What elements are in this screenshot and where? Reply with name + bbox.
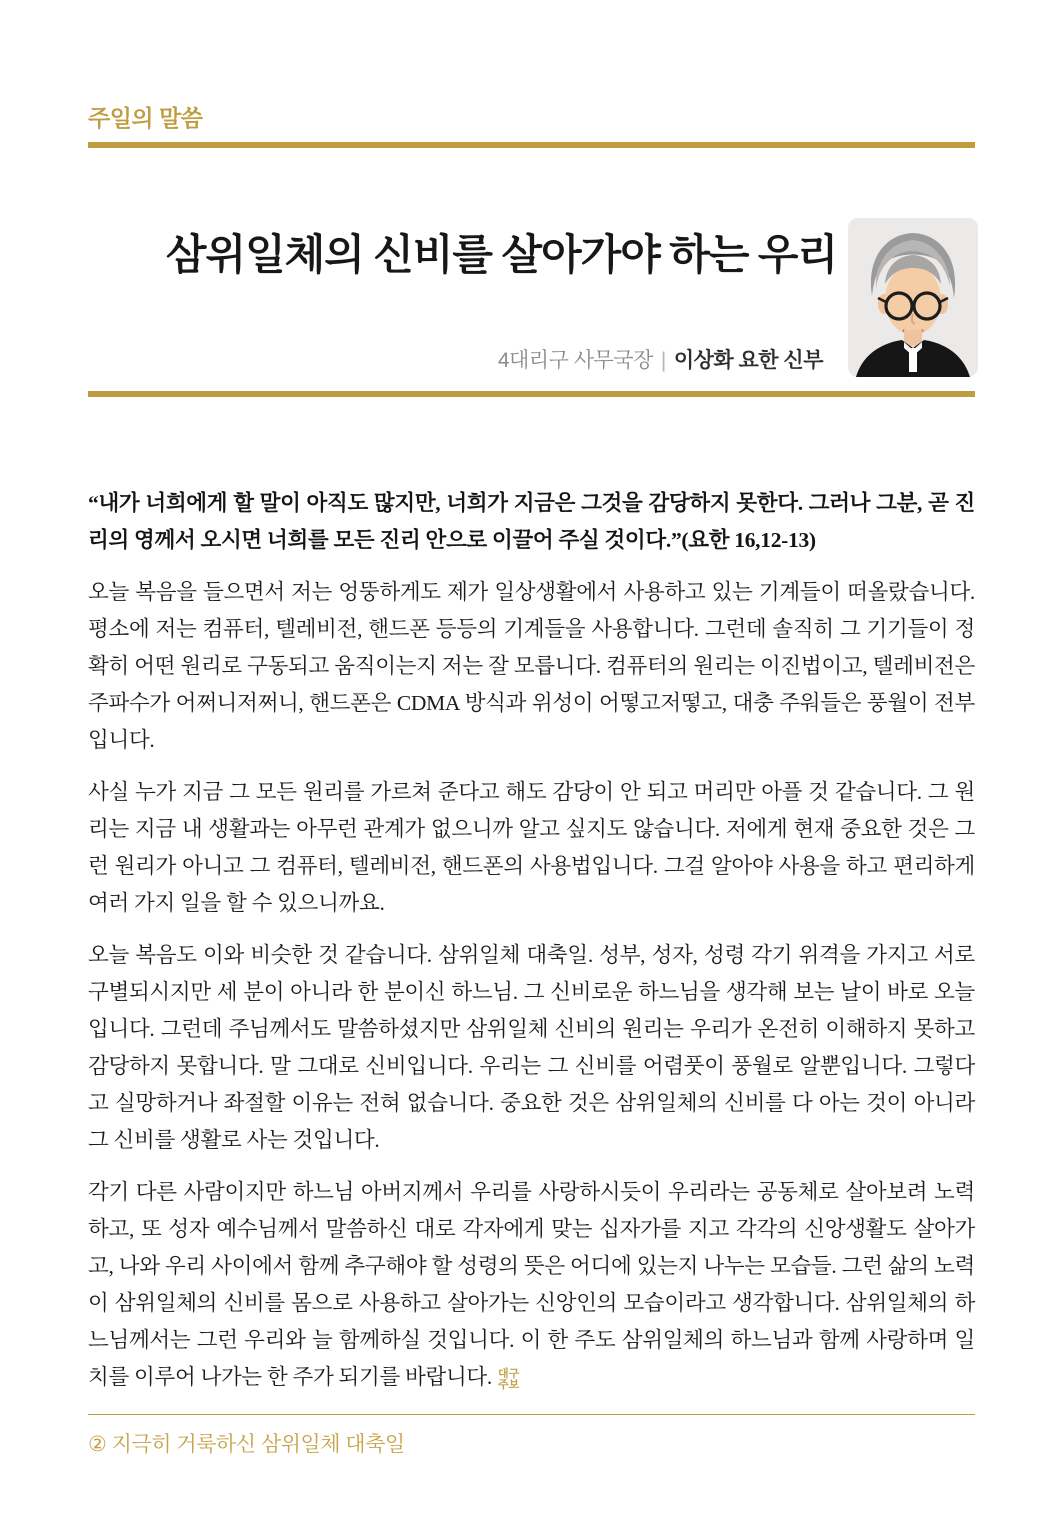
gold-rule-top — [88, 142, 975, 148]
article-header — [88, 0, 975, 397]
end-seal-line2: 주보 — [497, 1379, 520, 1391]
author-photo — [848, 218, 978, 377]
body-paragraph: 오늘 복음도 이와 비슷한 것 같습니다. 삼위일체 대축일. 성부, 성자, 성령 각기 위격을 가지고 서로 구별되시지만 세 분이 아니라 한 분이신 하느님. 그 신비로운 하느님을 생각해 보는 날이 바로 오늘입니다. 그런데 주님께서도 말씀하셨지만 삼위일체 신비의 원리는 우리가 온전히 이해하지 못하고 감당하지 못합니다. 말 그대로 신비입니다. 우리는 그 신비를 어렴풋이 풍월로 알뿐입니다. 그렇다고 실망하거나 좌절할 이유는 전혀 없습니다. 중요한 것은 삼위일체의 신비를 다 아는 것이 아니라 그 신비를 생활로 사는 것입니다. — [88, 943, 975, 1152]
byline — [88, 344, 975, 374]
section-kicker: 주일의 말씀 — [88, 105, 203, 131]
page-footer — [88, 1414, 975, 1458]
end-seal — [498, 1369, 519, 1391]
body-paragraph — [88, 1174, 975, 1396]
page-title: 삼위일체의 신비를 살아가야 하는 우리 — [165, 233, 838, 279]
scripture-quote: “내가 너희에게 할 말이 아직도 많지만, 너희가 지금은 그것을 감당하지 못한다. 그러나 그분, 곧 진리의 영께서 오시면 너희를 모든 진리 안으로 이끌어 주실 것이다.”(요한 16,12-13) — [88, 491, 975, 552]
body-paragraph-text: 각기 다른 사람이지만 하느님 아버지께서 우리를 사랑하시듯이 우리라는 공동체로 살아보려 노력하고, 또 성자 예수님께서 말씀하신 대로 각자에게 맞는 십자가를 지고 각각의 신앙생활도 살아가고, 나와 우리 사이에서 함께 추구해야 할 성령의 뜻은 어디에 있는지 나누는 모습들. 그런 삶의 노력이 삼위일체의 신비를 몸으로 사용하고 살아가는 신앙인의 모습이라고 생각합니다. 삼위일체의 하느님께서는 그런 우리와 늘 함께하실 것입니다. 이 한 주도 삼위일체의 하느님과 함께 사랑하며 일치를 이루어 나가는 한 주가 되기를 바랍니다. — [88, 1180, 975, 1389]
body-paragraph: 오늘 복음을 들으면서 저는 엉뚱하게도 제가 일상생활에서 사용하고 있는 기계들이 떠올랐습니다. 평소에 저는 컴퓨터, 텔레비전, 핸드폰 등등의 기계들을 사용합니다. 그런데 솔직히 그 기기들이 정확히 어떤 원리로 구동되고 움직이는지 저는 잘 모릅니다. 컴퓨터의 원리는 이진법이고, 텔레비전은 주파수가 어쩌니저쩌니, 핸드폰은 CDMA 방식과 위성이 어떻고저떻고, 대충 주워들은 풍월이 전부입니다. — [88, 580, 975, 752]
body-paragraph: 사실 누가 지금 그 모든 원리를 가르쳐 준다고 해도 감당이 안 되고 머리만 아플 것 같습니다. 그 원리는 지금 내 생활과는 아무런 관계가 없으니까 알고 싶지도 않습니다. 저에게 현재 중요한 것은 그런 원리가 아니고 그 컴퓨터, 텔레비전, 핸드폰의 사용법입니다. 그걸 알아야 사용을 하고 편리하게 여러 가지 일을 할 수 있으니까요. — [88, 780, 975, 915]
gold-rule-bottom — [88, 391, 975, 397]
end-seal-line1: 대구 — [497, 1368, 520, 1380]
byline-separator: | — [660, 349, 666, 372]
article-body — [88, 485, 975, 1396]
byline-role: 4대리구 사무국장 — [497, 349, 653, 372]
footer-text: ② 지극히 거룩하신 삼위일체 대축일 — [88, 1433, 405, 1456]
byline-name: 이상화 요한 신부 — [673, 349, 823, 372]
